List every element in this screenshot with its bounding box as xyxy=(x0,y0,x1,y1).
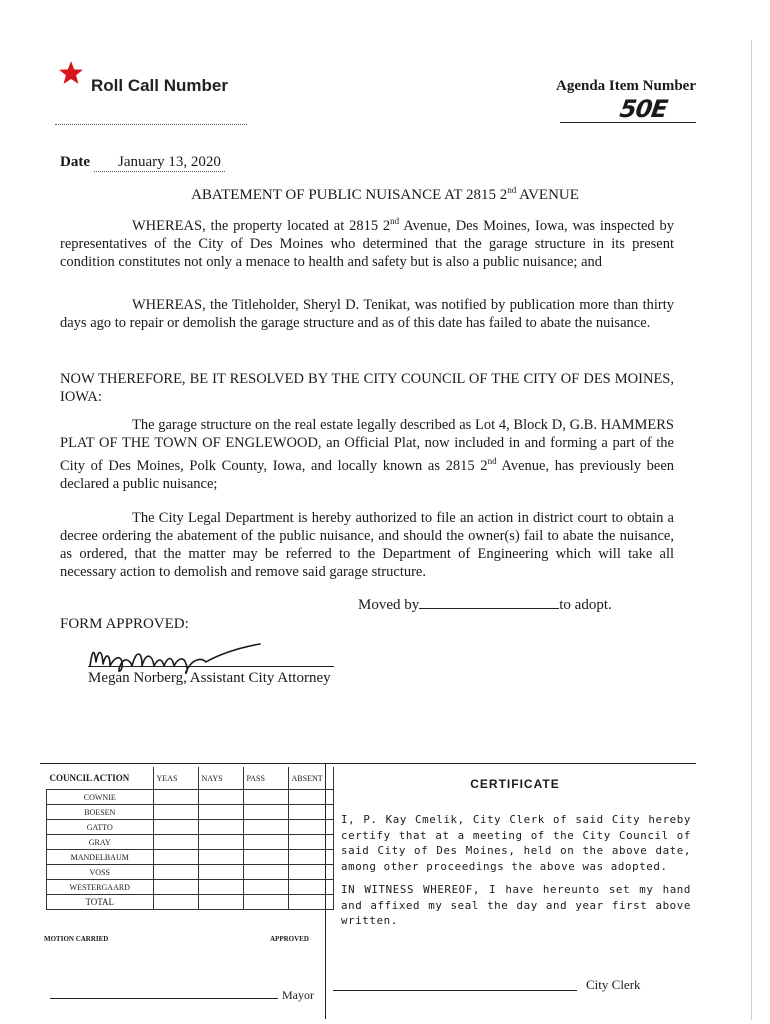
table-row xyxy=(47,850,334,865)
certificate-paragraph-1: I, P. Kay Cmelik, City Clerk of said City hereby certify that at a meeting of the City Council of said City of Des Moines, held on the above date, among other proceedings the above was adopted. xyxy=(341,813,691,873)
title-suffix: AVENUE xyxy=(516,187,579,203)
vote-cell xyxy=(243,805,288,820)
vote-cell xyxy=(288,895,333,910)
header-nays: NAYS xyxy=(198,767,243,790)
member-name: GATTO xyxy=(47,820,154,835)
council-action-table xyxy=(46,767,334,910)
vote-cell xyxy=(153,865,198,880)
table-row xyxy=(47,805,334,820)
header-council-action: COUNCIL ACTION xyxy=(47,767,154,790)
vote-cell xyxy=(198,895,243,910)
certificate-title: CERTIFICATE xyxy=(470,777,560,791)
resolution-paragraph-2: The City Legal Department is hereby authorized to file an action in district court to obtain a decree ordering the abatement of the public nuisance, and should the owner(s) fail to abate the nuisance, as ordered, that the matter may be referred to the Department of Engineering which will take all necessary action to demolish and remove said garage structure. xyxy=(60,510,674,580)
vote-cell xyxy=(243,895,288,910)
whereas-paragraph-2: WHEREAS, the Titleholder, Sheryl D. Tenikat, was notified by publication more than thirty days ago to repair or demolish the garage structure and as of this date has failed to abate the nuisance. xyxy=(60,297,674,331)
header-absent: ABSENT xyxy=(288,767,333,790)
vote-cell xyxy=(198,820,243,835)
form-approved-label: FORM APPROVED: xyxy=(60,616,189,632)
resolution-paragraph-1 xyxy=(60,416,674,493)
member-name: VOSS xyxy=(47,865,154,880)
vote-cell xyxy=(288,880,333,895)
now-therefore-paragraph: NOW THEREFORE, BE IT RESOLVED BY THE CITY COUNCIL OF THE CITY OF DES MOINES, IOWA: xyxy=(60,371,674,405)
vote-cell xyxy=(198,790,243,805)
motion-carried-label: MOTION CARRIED xyxy=(44,935,109,943)
vote-cell xyxy=(153,850,198,865)
vote-cell xyxy=(288,805,333,820)
resolution-1-after: Avenue, has previously been declared a public nuisance; xyxy=(60,457,674,492)
resolution-1-before: The garage structure on the real estate legally described as Lot 4, Block D, G.B. HAMMERS PLAT OF THE TOWN OF ENGLEWOOD, an Official Plat, now included in and forming a part of the City of Des Moines, Polk County, Iowa, and locally known as 2815 2 xyxy=(60,417,674,474)
date-label: Date xyxy=(60,154,90,170)
document-title xyxy=(0,185,770,204)
title-prefix: ABATEMENT OF PUBLIC NUISANCE AT 2815 2 xyxy=(191,187,508,203)
moved-by-row xyxy=(358,596,612,614)
roll-call-label: Roll Call Number xyxy=(91,76,228,95)
whereas-paragraph-1 xyxy=(60,212,674,271)
vote-cell xyxy=(243,865,288,880)
moved-by-label: Moved by xyxy=(358,597,420,613)
member-name: GRAY xyxy=(47,835,154,850)
whereas-1-before: WHEREAS, the property located at 2815 2 xyxy=(132,217,391,234)
member-name: COWNIE xyxy=(47,790,154,805)
member-name: WESTERGAARD xyxy=(47,880,154,895)
vote-cell xyxy=(153,895,198,910)
vote-cell xyxy=(153,805,198,820)
signatory-name: Megan Norberg, Assistant City Attorney xyxy=(88,670,331,686)
signature-line xyxy=(88,666,334,667)
clerk-signature-line xyxy=(333,990,577,991)
date-value: January 13, 2020 xyxy=(94,154,225,172)
date-row xyxy=(60,154,225,172)
section-divider xyxy=(40,763,696,764)
vote-cell xyxy=(243,790,288,805)
agenda-item-label: Agenda Item Number xyxy=(556,78,696,94)
agenda-item-number: 50E xyxy=(618,95,669,123)
vote-cell xyxy=(153,790,198,805)
table-row xyxy=(47,880,334,895)
city-clerk-label: City Clerk xyxy=(586,977,641,992)
mayor-label: Mayor xyxy=(282,988,314,1002)
vote-cell xyxy=(198,880,243,895)
header-yeas: YEAS xyxy=(153,767,198,790)
header-pass: PASS xyxy=(243,767,288,790)
vote-cell xyxy=(198,865,243,880)
table-header-row xyxy=(47,767,334,790)
total-label: TOTAL xyxy=(47,895,154,910)
table-row xyxy=(47,835,334,850)
member-name: MANDELBAUM xyxy=(47,850,154,865)
vote-cell xyxy=(243,820,288,835)
vote-cell xyxy=(243,850,288,865)
certificate-paragraph-2: IN WITNESS WHEREOF, I have hereunto set my hand and affixed my seal the day and year first above written. xyxy=(341,883,691,927)
red-star-icon xyxy=(58,60,84,86)
moved-by-suffix: to adopt. xyxy=(559,597,612,613)
mayor-signature-line xyxy=(50,998,278,999)
whereas-1-sup: nd xyxy=(390,216,400,226)
vote-cell xyxy=(288,835,333,850)
table-row xyxy=(47,865,334,880)
vote-cell xyxy=(243,880,288,895)
vote-cell xyxy=(243,835,288,850)
vote-cell xyxy=(288,865,333,880)
roll-call-number-line xyxy=(55,124,247,125)
resolution-1-sup: nd xyxy=(487,456,497,466)
vote-cell xyxy=(153,835,198,850)
member-name: BOESEN xyxy=(47,805,154,820)
table-row xyxy=(47,820,334,835)
total-row xyxy=(47,895,334,910)
vote-cell xyxy=(288,820,333,835)
vote-cell xyxy=(288,850,333,865)
title-sup: nd xyxy=(507,185,517,195)
vote-cell xyxy=(198,835,243,850)
vote-cell xyxy=(288,790,333,805)
table-row xyxy=(47,790,334,805)
vote-cell xyxy=(153,820,198,835)
approved-label: APPROVED xyxy=(270,935,309,943)
vote-cell xyxy=(198,850,243,865)
agenda-item-line xyxy=(560,122,696,123)
vote-cell xyxy=(198,805,243,820)
moved-by-blank xyxy=(419,596,559,609)
vote-cell xyxy=(153,880,198,895)
whereas-1-after: Avenue, Des Moines, Iowa, was inspected by representatives of the City of Des Moines who determined that the garage structure in its present condition constitutes not only a menace to health and safety but is also a public nuisance; and xyxy=(60,217,674,270)
